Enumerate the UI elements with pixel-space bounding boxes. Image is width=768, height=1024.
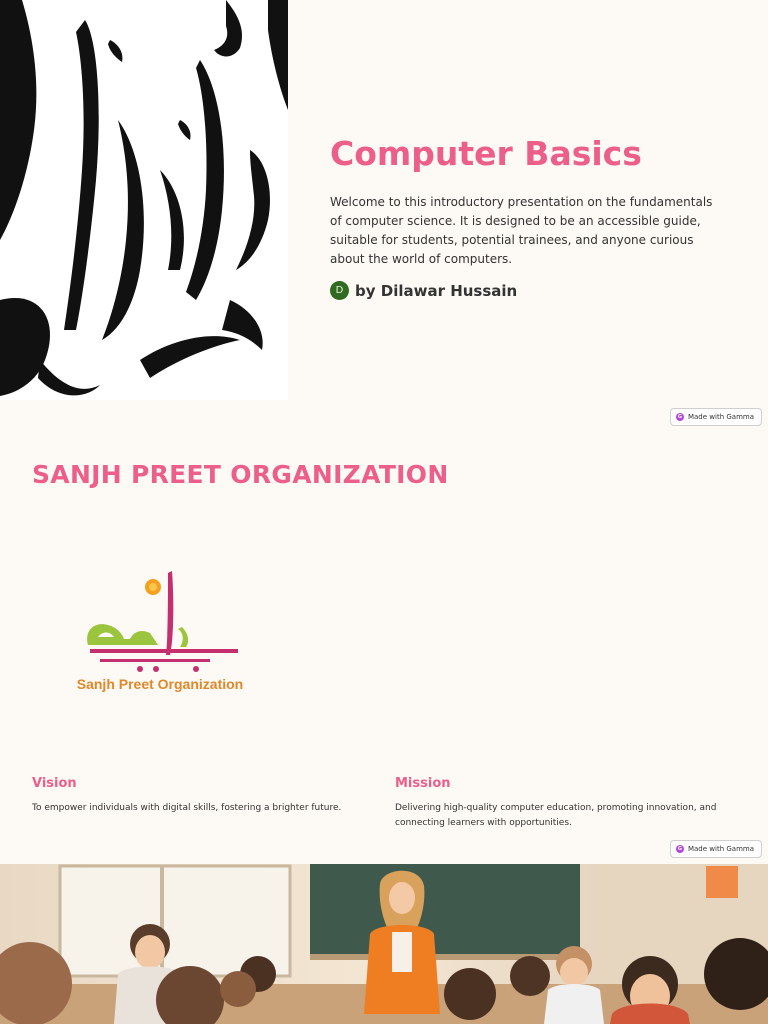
vision-block — [32, 776, 362, 816]
mission-block — [395, 776, 725, 831]
classroom-photo — [0, 864, 768, 1024]
made-with-gamma-button[interactable] — [670, 408, 762, 426]
sanjh-preet-logo-graphic — [60, 567, 260, 697]
logo-text: Sanjh Preet Organization — [76, 676, 244, 692]
badge-label: Made with Gamma — [687, 845, 754, 853]
author-name: by Dilawar Hussain — [355, 281, 518, 300]
organization-logo — [60, 567, 260, 697]
avatar: D — [330, 281, 349, 300]
vision-text: To empower individuals with digital skills, fostering a brighter future. — [32, 803, 342, 813]
vision-heading: Vision — [32, 776, 77, 791]
author-line — [330, 281, 517, 300]
mission-heading: Mission — [395, 776, 451, 791]
calligraphy-image — [0, 0, 288, 400]
intro-paragraph: Welcome to this introductory presentation on the fundamentals of computer science. It is designed to be an accessible guide, suitable for students, potential trainees, and anyone curious about the world of computers. — [330, 195, 713, 266]
classroom-slide — [0, 864, 768, 1024]
gamma-logo-icon: G — [677, 846, 683, 852]
calligraphy-artwork — [0, 0, 288, 400]
badge-label: Made with Gamma — [687, 413, 754, 421]
title-slide — [0, 0, 768, 432]
organization-title: SANJH PREET ORGANIZATION — [32, 460, 449, 489]
gamma-logo-icon: G — [677, 414, 683, 420]
organization-slide — [0, 432, 768, 864]
presentation-title: Computer Basics — [330, 134, 642, 173]
made-with-gamma-button[interactable] — [670, 840, 762, 858]
mission-text: Delivering high-quality computer education, promoting innovation, and connecting learners with opportunities. — [395, 803, 717, 828]
